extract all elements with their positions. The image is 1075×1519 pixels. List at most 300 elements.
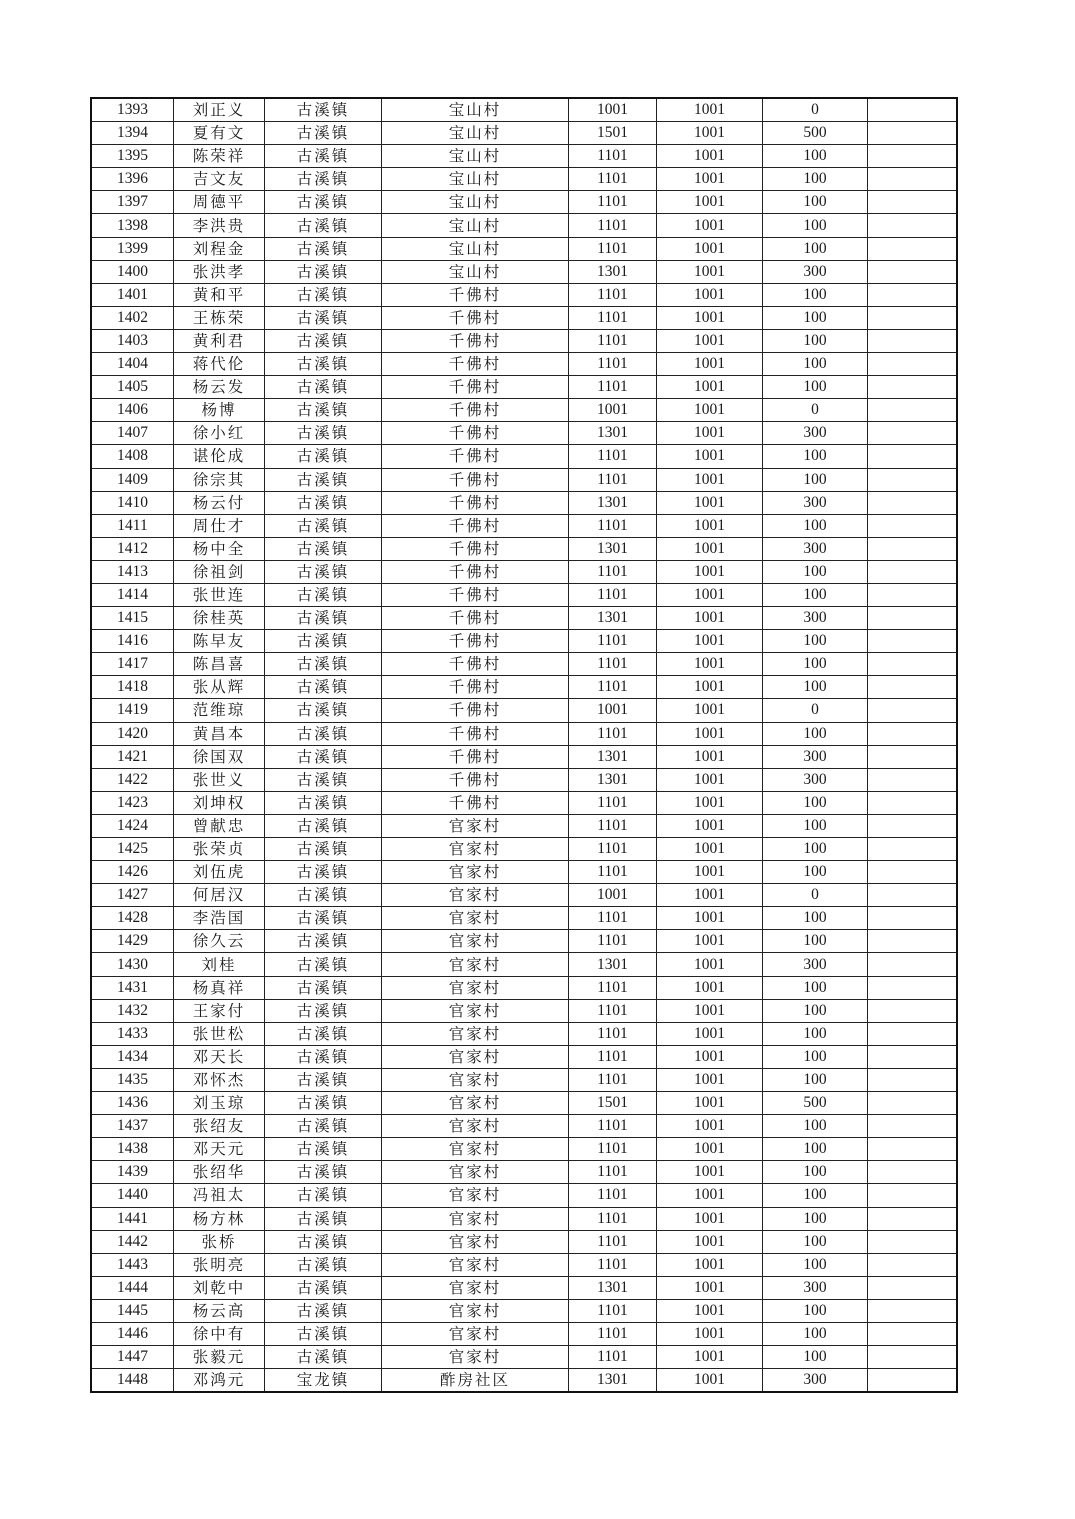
note-cell bbox=[868, 1346, 958, 1369]
amount-a-cell: 1101 bbox=[569, 168, 657, 191]
village-cell: 千佛村 bbox=[382, 353, 569, 376]
amount-b-cell: 1001 bbox=[657, 1253, 763, 1276]
note-cell bbox=[868, 791, 958, 814]
village-cell: 千佛村 bbox=[382, 468, 569, 491]
difference-cell: 300 bbox=[763, 537, 868, 560]
row-number-cell: 1397 bbox=[91, 191, 174, 214]
difference-cell: 100 bbox=[763, 283, 868, 306]
note-cell bbox=[868, 814, 958, 837]
table-row bbox=[91, 1068, 957, 1091]
village-cell: 官家村 bbox=[382, 1045, 569, 1068]
amount-a-cell: 1301 bbox=[569, 953, 657, 976]
village-cell: 千佛村 bbox=[382, 376, 569, 399]
amount-a-cell: 1001 bbox=[569, 98, 657, 122]
amount-a-cell: 1101 bbox=[569, 1322, 657, 1345]
name-cell: 张桥 bbox=[174, 1230, 265, 1253]
table-row bbox=[91, 1184, 957, 1207]
village-cell: 官家村 bbox=[382, 1138, 569, 1161]
note-cell bbox=[868, 122, 958, 145]
town-cell: 古溪镇 bbox=[265, 445, 382, 468]
difference-cell: 500 bbox=[763, 1092, 868, 1115]
difference-cell: 100 bbox=[763, 930, 868, 953]
name-cell: 张世连 bbox=[174, 583, 265, 606]
table-row bbox=[91, 1322, 957, 1345]
town-cell: 古溪镇 bbox=[265, 653, 382, 676]
amount-a-cell: 1101 bbox=[569, 999, 657, 1022]
town-cell: 古溪镇 bbox=[265, 237, 382, 260]
amount-b-cell: 1001 bbox=[657, 1045, 763, 1068]
town-cell: 古溪镇 bbox=[265, 1322, 382, 1345]
difference-cell: 100 bbox=[763, 1045, 868, 1068]
village-cell: 官家村 bbox=[382, 1092, 569, 1115]
name-cell: 陈荣祥 bbox=[174, 145, 265, 168]
table-row bbox=[91, 1207, 957, 1230]
name-cell: 周德平 bbox=[174, 191, 265, 214]
village-cell: 官家村 bbox=[382, 1115, 569, 1138]
amount-b-cell: 1001 bbox=[657, 1299, 763, 1322]
amount-b-cell: 1001 bbox=[657, 1322, 763, 1345]
amount-a-cell: 1101 bbox=[569, 306, 657, 329]
name-cell: 黄利君 bbox=[174, 329, 265, 352]
amount-b-cell: 1001 bbox=[657, 1022, 763, 1045]
row-number-cell: 1424 bbox=[91, 814, 174, 837]
amount-a-cell: 1101 bbox=[569, 514, 657, 537]
difference-cell: 100 bbox=[763, 907, 868, 930]
difference-cell: 100 bbox=[763, 583, 868, 606]
name-cell: 何居汉 bbox=[174, 884, 265, 907]
table-row bbox=[91, 491, 957, 514]
name-cell: 刘玉琼 bbox=[174, 1092, 265, 1115]
name-cell: 徐小红 bbox=[174, 422, 265, 445]
difference-cell: 100 bbox=[763, 653, 868, 676]
town-cell: 古溪镇 bbox=[265, 145, 382, 168]
difference-cell: 100 bbox=[763, 445, 868, 468]
difference-cell: 0 bbox=[763, 699, 868, 722]
amount-b-cell: 1001 bbox=[657, 353, 763, 376]
difference-cell: 300 bbox=[763, 1369, 868, 1393]
table-row bbox=[91, 353, 957, 376]
note-cell bbox=[868, 1161, 958, 1184]
note-cell bbox=[868, 630, 958, 653]
table-body bbox=[91, 98, 957, 1392]
note-cell bbox=[868, 514, 958, 537]
village-cell: 宝山村 bbox=[382, 98, 569, 122]
amount-b-cell: 1001 bbox=[657, 399, 763, 422]
town-cell: 古溪镇 bbox=[265, 814, 382, 837]
village-cell: 官家村 bbox=[382, 976, 569, 999]
village-cell: 官家村 bbox=[382, 1022, 569, 1045]
table-row bbox=[91, 768, 957, 791]
name-cell: 周仕才 bbox=[174, 514, 265, 537]
note-cell bbox=[868, 884, 958, 907]
amount-b-cell: 1001 bbox=[657, 653, 763, 676]
name-cell: 王家付 bbox=[174, 999, 265, 1022]
note-cell bbox=[868, 145, 958, 168]
village-cell: 千佛村 bbox=[382, 699, 569, 722]
amount-b-cell: 1001 bbox=[657, 999, 763, 1022]
difference-cell: 100 bbox=[763, 1299, 868, 1322]
village-cell: 官家村 bbox=[382, 814, 569, 837]
name-cell: 邓鸿元 bbox=[174, 1369, 265, 1393]
amount-a-cell: 1101 bbox=[569, 145, 657, 168]
amount-b-cell: 1001 bbox=[657, 306, 763, 329]
village-cell: 千佛村 bbox=[382, 399, 569, 422]
table-row bbox=[91, 791, 957, 814]
table-row bbox=[91, 722, 957, 745]
row-number-cell: 1412 bbox=[91, 537, 174, 560]
note-cell bbox=[868, 329, 958, 352]
amount-b-cell: 1001 bbox=[657, 1207, 763, 1230]
row-number-cell: 1403 bbox=[91, 329, 174, 352]
name-cell: 张绍华 bbox=[174, 1161, 265, 1184]
table-row bbox=[91, 976, 957, 999]
name-cell: 徐祖剑 bbox=[174, 560, 265, 583]
difference-cell: 100 bbox=[763, 145, 868, 168]
difference-cell: 0 bbox=[763, 399, 868, 422]
amount-a-cell: 1101 bbox=[569, 1253, 657, 1276]
name-cell: 张荣贞 bbox=[174, 838, 265, 861]
difference-cell: 100 bbox=[763, 560, 868, 583]
note-cell bbox=[868, 98, 958, 122]
note-cell bbox=[868, 260, 958, 283]
village-cell: 千佛村 bbox=[382, 607, 569, 630]
difference-cell: 100 bbox=[763, 1161, 868, 1184]
amount-b-cell: 1001 bbox=[657, 1161, 763, 1184]
note-cell bbox=[868, 976, 958, 999]
difference-cell: 300 bbox=[763, 953, 868, 976]
amount-b-cell: 1001 bbox=[657, 214, 763, 237]
table-row bbox=[91, 214, 957, 237]
note-cell bbox=[868, 838, 958, 861]
table-row bbox=[91, 699, 957, 722]
amount-a-cell: 1301 bbox=[569, 422, 657, 445]
name-cell: 杨云高 bbox=[174, 1299, 265, 1322]
amount-b-cell: 1001 bbox=[657, 445, 763, 468]
note-cell bbox=[868, 1022, 958, 1045]
town-cell: 古溪镇 bbox=[265, 1253, 382, 1276]
row-number-cell: 1444 bbox=[91, 1276, 174, 1299]
table-row bbox=[91, 1138, 957, 1161]
row-number-cell: 1419 bbox=[91, 699, 174, 722]
amount-b-cell: 1001 bbox=[657, 468, 763, 491]
table-row bbox=[91, 376, 957, 399]
town-cell: 古溪镇 bbox=[265, 930, 382, 953]
village-cell: 千佛村 bbox=[382, 445, 569, 468]
row-number-cell: 1421 bbox=[91, 745, 174, 768]
table-row bbox=[91, 98, 957, 122]
village-cell: 官家村 bbox=[382, 1253, 569, 1276]
row-number-cell: 1422 bbox=[91, 768, 174, 791]
amount-b-cell: 1001 bbox=[657, 1092, 763, 1115]
name-cell: 徐国双 bbox=[174, 745, 265, 768]
town-cell: 古溪镇 bbox=[265, 560, 382, 583]
town-cell: 古溪镇 bbox=[265, 745, 382, 768]
row-number-cell: 1429 bbox=[91, 930, 174, 953]
row-number-cell: 1438 bbox=[91, 1138, 174, 1161]
note-cell bbox=[868, 353, 958, 376]
amount-b-cell: 1001 bbox=[657, 122, 763, 145]
difference-cell: 300 bbox=[763, 422, 868, 445]
row-number-cell: 1407 bbox=[91, 422, 174, 445]
town-cell: 古溪镇 bbox=[265, 283, 382, 306]
amount-a-cell: 1101 bbox=[569, 329, 657, 352]
name-cell: 刘程金 bbox=[174, 237, 265, 260]
amount-b-cell: 1001 bbox=[657, 191, 763, 214]
table-row bbox=[91, 653, 957, 676]
row-number-cell: 1396 bbox=[91, 168, 174, 191]
note-cell bbox=[868, 1369, 958, 1393]
difference-cell: 100 bbox=[763, 1068, 868, 1091]
amount-a-cell: 1101 bbox=[569, 237, 657, 260]
table-row bbox=[91, 445, 957, 468]
difference-cell: 100 bbox=[763, 838, 868, 861]
amount-b-cell: 1001 bbox=[657, 583, 763, 606]
difference-cell: 100 bbox=[763, 468, 868, 491]
note-cell bbox=[868, 653, 958, 676]
amount-b-cell: 1001 bbox=[657, 1346, 763, 1369]
name-cell: 邓怀杰 bbox=[174, 1068, 265, 1091]
amount-a-cell: 1101 bbox=[569, 930, 657, 953]
village-cell: 官家村 bbox=[382, 999, 569, 1022]
table-row bbox=[91, 306, 957, 329]
village-cell: 千佛村 bbox=[382, 491, 569, 514]
name-cell: 张世松 bbox=[174, 1022, 265, 1045]
village-cell: 官家村 bbox=[382, 838, 569, 861]
name-cell: 吉文友 bbox=[174, 168, 265, 191]
table-row bbox=[91, 1369, 957, 1393]
name-cell: 李浩国 bbox=[174, 907, 265, 930]
village-cell: 官家村 bbox=[382, 953, 569, 976]
row-number-cell: 1399 bbox=[91, 237, 174, 260]
note-cell bbox=[868, 1115, 958, 1138]
table-row bbox=[91, 676, 957, 699]
amount-b-cell: 1001 bbox=[657, 1138, 763, 1161]
table-row bbox=[91, 1115, 957, 1138]
note-cell bbox=[868, 1092, 958, 1115]
village-cell: 宝山村 bbox=[382, 237, 569, 260]
amount-a-cell: 1501 bbox=[569, 122, 657, 145]
note-cell bbox=[868, 1230, 958, 1253]
town-cell: 古溪镇 bbox=[265, 583, 382, 606]
village-cell: 宝山村 bbox=[382, 191, 569, 214]
table-row bbox=[91, 1253, 957, 1276]
difference-cell: 100 bbox=[763, 237, 868, 260]
village-cell: 官家村 bbox=[382, 884, 569, 907]
village-cell: 官家村 bbox=[382, 1184, 569, 1207]
amount-b-cell: 1001 bbox=[657, 329, 763, 352]
row-number-cell: 1401 bbox=[91, 283, 174, 306]
table-row bbox=[91, 468, 957, 491]
table-row bbox=[91, 145, 957, 168]
name-cell: 陈早友 bbox=[174, 630, 265, 653]
town-cell: 古溪镇 bbox=[265, 422, 382, 445]
village-cell: 千佛村 bbox=[382, 560, 569, 583]
amount-b-cell: 1001 bbox=[657, 1068, 763, 1091]
town-cell: 古溪镇 bbox=[265, 1068, 382, 1091]
note-cell bbox=[868, 537, 958, 560]
difference-cell: 100 bbox=[763, 1230, 868, 1253]
difference-cell: 100 bbox=[763, 976, 868, 999]
amount-a-cell: 1101 bbox=[569, 1184, 657, 1207]
village-cell: 千佛村 bbox=[382, 283, 569, 306]
amount-a-cell: 1101 bbox=[569, 722, 657, 745]
difference-cell: 100 bbox=[763, 630, 868, 653]
name-cell: 黄昌本 bbox=[174, 722, 265, 745]
town-cell: 古溪镇 bbox=[265, 537, 382, 560]
difference-cell: 100 bbox=[763, 191, 868, 214]
amount-a-cell: 1101 bbox=[569, 1068, 657, 1091]
name-cell: 夏有文 bbox=[174, 122, 265, 145]
name-cell: 杨方林 bbox=[174, 1207, 265, 1230]
note-cell bbox=[868, 1299, 958, 1322]
difference-cell: 100 bbox=[763, 168, 868, 191]
name-cell: 张绍友 bbox=[174, 1115, 265, 1138]
note-cell bbox=[868, 560, 958, 583]
note-cell bbox=[868, 676, 958, 699]
difference-cell: 100 bbox=[763, 1207, 868, 1230]
amount-b-cell: 1001 bbox=[657, 953, 763, 976]
difference-cell: 100 bbox=[763, 814, 868, 837]
name-cell: 杨云付 bbox=[174, 491, 265, 514]
amount-b-cell: 1001 bbox=[657, 1369, 763, 1393]
name-cell: 杨博 bbox=[174, 399, 265, 422]
amount-a-cell: 1101 bbox=[569, 376, 657, 399]
note-cell bbox=[868, 1184, 958, 1207]
town-cell: 古溪镇 bbox=[265, 699, 382, 722]
amount-a-cell: 1101 bbox=[569, 630, 657, 653]
town-cell: 古溪镇 bbox=[265, 1276, 382, 1299]
note-cell bbox=[868, 283, 958, 306]
difference-cell: 0 bbox=[763, 98, 868, 122]
amount-b-cell: 1001 bbox=[657, 884, 763, 907]
amount-b-cell: 1001 bbox=[657, 630, 763, 653]
row-number-cell: 1442 bbox=[91, 1230, 174, 1253]
amount-b-cell: 1001 bbox=[657, 745, 763, 768]
difference-cell: 100 bbox=[763, 329, 868, 352]
amount-b-cell: 1001 bbox=[657, 722, 763, 745]
village-cell: 宝山村 bbox=[382, 260, 569, 283]
row-number-cell: 1423 bbox=[91, 791, 174, 814]
amount-b-cell: 1001 bbox=[657, 791, 763, 814]
note-cell bbox=[868, 953, 958, 976]
village-cell: 千佛村 bbox=[382, 583, 569, 606]
name-cell: 邓天元 bbox=[174, 1138, 265, 1161]
table-row bbox=[91, 560, 957, 583]
note-cell bbox=[868, 907, 958, 930]
name-cell: 谌伦成 bbox=[174, 445, 265, 468]
amount-a-cell: 1301 bbox=[569, 745, 657, 768]
note-cell bbox=[868, 861, 958, 884]
note-cell bbox=[868, 1045, 958, 1068]
town-cell: 古溪镇 bbox=[265, 1092, 382, 1115]
row-number-cell: 1434 bbox=[91, 1045, 174, 1068]
name-cell: 陈昌喜 bbox=[174, 653, 265, 676]
difference-cell: 100 bbox=[763, 306, 868, 329]
note-cell bbox=[868, 468, 958, 491]
table-row bbox=[91, 1346, 957, 1369]
amount-a-cell: 1301 bbox=[569, 537, 657, 560]
name-cell: 杨中全 bbox=[174, 537, 265, 560]
town-cell: 古溪镇 bbox=[265, 329, 382, 352]
row-number-cell: 1414 bbox=[91, 583, 174, 606]
name-cell: 张毅元 bbox=[174, 1346, 265, 1369]
note-cell bbox=[868, 491, 958, 514]
village-cell: 千佛村 bbox=[382, 722, 569, 745]
row-number-cell: 1425 bbox=[91, 838, 174, 861]
table-row bbox=[91, 630, 957, 653]
amount-a-cell: 1001 bbox=[569, 399, 657, 422]
town-cell: 古溪镇 bbox=[265, 1230, 382, 1253]
amount-a-cell: 1101 bbox=[569, 468, 657, 491]
town-cell: 古溪镇 bbox=[265, 1184, 382, 1207]
name-cell: 徐桂英 bbox=[174, 607, 265, 630]
amount-b-cell: 1001 bbox=[657, 930, 763, 953]
amount-b-cell: 1001 bbox=[657, 98, 763, 122]
name-cell: 张明亮 bbox=[174, 1253, 265, 1276]
table-row bbox=[91, 537, 957, 560]
note-cell bbox=[868, 422, 958, 445]
table-row bbox=[91, 260, 957, 283]
table-row bbox=[91, 237, 957, 260]
village-cell: 官家村 bbox=[382, 1068, 569, 1091]
table-row bbox=[91, 953, 957, 976]
village-cell: 千佛村 bbox=[382, 537, 569, 560]
note-cell bbox=[868, 399, 958, 422]
table-row bbox=[91, 122, 957, 145]
town-cell: 古溪镇 bbox=[265, 98, 382, 122]
row-number-cell: 1431 bbox=[91, 976, 174, 999]
note-cell bbox=[868, 214, 958, 237]
row-number-cell: 1428 bbox=[91, 907, 174, 930]
difference-cell: 100 bbox=[763, 376, 868, 399]
difference-cell: 100 bbox=[763, 353, 868, 376]
difference-cell: 100 bbox=[763, 514, 868, 537]
difference-cell: 100 bbox=[763, 861, 868, 884]
name-cell: 徐宗其 bbox=[174, 468, 265, 491]
row-number-cell: 1443 bbox=[91, 1253, 174, 1276]
note-cell bbox=[868, 1276, 958, 1299]
town-cell: 古溪镇 bbox=[265, 122, 382, 145]
table-row bbox=[91, 745, 957, 768]
amount-b-cell: 1001 bbox=[657, 283, 763, 306]
amount-a-cell: 1101 bbox=[569, 1022, 657, 1045]
difference-cell: 500 bbox=[763, 122, 868, 145]
town-cell: 古溪镇 bbox=[265, 1161, 382, 1184]
amount-a-cell: 1101 bbox=[569, 676, 657, 699]
town-cell: 古溪镇 bbox=[265, 630, 382, 653]
amount-a-cell: 1101 bbox=[569, 1045, 657, 1068]
row-number-cell: 1436 bbox=[91, 1092, 174, 1115]
row-number-cell: 1437 bbox=[91, 1115, 174, 1138]
town-cell: 古溪镇 bbox=[265, 514, 382, 537]
name-cell: 黄和平 bbox=[174, 283, 265, 306]
difference-cell: 300 bbox=[763, 607, 868, 630]
amount-a-cell: 1101 bbox=[569, 1230, 657, 1253]
amount-b-cell: 1001 bbox=[657, 1230, 763, 1253]
table-row bbox=[91, 861, 957, 884]
name-cell: 杨云发 bbox=[174, 376, 265, 399]
difference-cell: 300 bbox=[763, 491, 868, 514]
name-cell: 张从辉 bbox=[174, 676, 265, 699]
row-number-cell: 1402 bbox=[91, 306, 174, 329]
town-cell: 古溪镇 bbox=[265, 376, 382, 399]
town-cell: 古溪镇 bbox=[265, 1207, 382, 1230]
amount-b-cell: 1001 bbox=[657, 560, 763, 583]
row-number-cell: 1445 bbox=[91, 1299, 174, 1322]
note-cell bbox=[868, 722, 958, 745]
difference-cell: 100 bbox=[763, 214, 868, 237]
row-number-cell: 1435 bbox=[91, 1068, 174, 1091]
